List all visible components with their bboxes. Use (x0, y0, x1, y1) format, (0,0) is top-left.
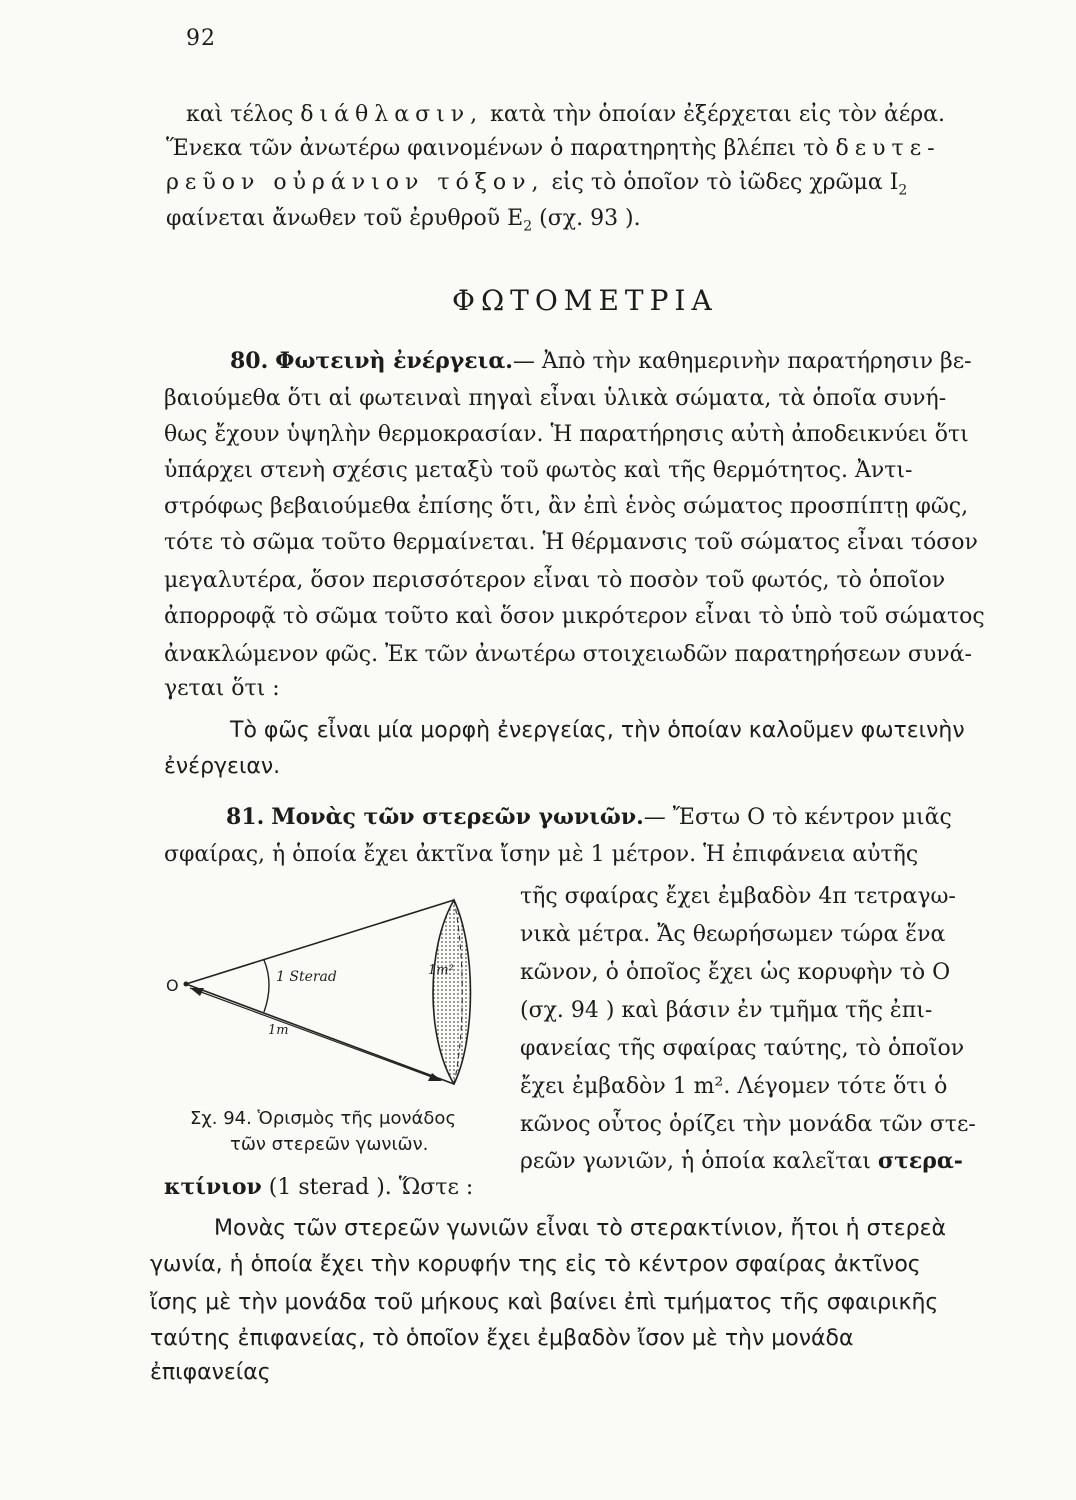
figure-94-diagram (164, 888, 504, 1098)
intro-text: Ἕνεκα τῶν ἀνωτέρω φαινομένων ὁ παρατηρητὴς βλέπει τὸ (166, 136, 836, 161)
intro-line-4 (166, 204, 641, 241)
intro-line-2 (166, 134, 941, 164)
sec81-line: σφαίρας, ἡ ὁποία ἔχει ἀκτῖνα ἴσην μὲ 1 μέτρον. Ἡ ἐπιφάνεια αὐτῆς (164, 842, 919, 867)
sec81-right-line: φανείας τῆς σφαίρας ταύτης, τὸ ὁποῖον (520, 1036, 965, 1061)
spaced-term: δευτε- (835, 136, 941, 161)
sec81-heading-line (226, 802, 952, 833)
subscript: 2 (523, 218, 533, 235)
term-bold: στερα- (877, 1148, 963, 1174)
sec80-number: 80. (230, 348, 269, 374)
sec81-right-line: κῶνος οὗτος ὁρίζει τὴν μονάδα τῶν στε- (520, 1112, 976, 1137)
figure-caption-line-2: τῶν στερεῶν γωνιῶν. (230, 1134, 429, 1155)
intro-text: κατὰ τὴν ὁποίαν ἐξέρχεται εἰς τὸν ἀέρα. (483, 102, 946, 127)
sec81-definition-line: ἐπιφανείας (150, 1360, 271, 1385)
paragraph-text: — Ἀπὸ τὴν καθημερινὴν παρατήρησιν βε- (512, 349, 972, 374)
sec81-right-line: ἔχει ἐμβαδὸν 1 m². Λέγομεν τότε ὅτι ὁ (520, 1074, 948, 1099)
sec81-right-line: τῆς σφαίρας ἔχει ἐμβαδὸν 4π τετραγω- (520, 884, 956, 909)
intro-line-1 (186, 100, 945, 130)
sec81-line (164, 1172, 473, 1203)
paragraph-text: — Ἔστω O τὸ κέντρον μιᾶς (643, 805, 952, 830)
term-bold: κτίνιον (164, 1174, 262, 1200)
sec81-definition-line: Μονὰς τῶν στερεῶν γωνιῶν εἶναι τὸ στερακτίνιον, ἤτοι ἡ στερεὰ (214, 1216, 947, 1241)
radius-label: 1m (268, 1023, 289, 1038)
angle-label: 1 Sterad (276, 969, 337, 985)
paragraph-text: ρεῶν γωνιῶν, ἡ ὁποία καλεῖται (520, 1149, 878, 1174)
figure-caption-line-1: Σχ. 94. Ὁρισμὸς τῆς μονάδος (190, 1108, 457, 1129)
spaced-term: διάθλασιν, (300, 102, 484, 127)
intro-text: φαίνεται ἄνωθεν τοῦ ἐρυθροῦ E (166, 206, 524, 231)
radius-arrow (190, 988, 440, 1080)
area-label: 1m² (428, 963, 454, 978)
arrow-head (428, 1073, 442, 1081)
intro-text: καὶ τέλος (186, 102, 301, 127)
sec81-heading: Μονὰς τῶν στερεῶν γωνιῶν. (271, 804, 644, 830)
sec81-right-line: νικὰ μέτρα. Ἄς θεωρήσωμεν τώρα ἕνα (520, 922, 946, 947)
sec80-line: τότε τὸ σῶμα τοῦτο θερμαίνεται. Ἡ θέρμανσις τοῦ σώματος εἶναι τόσον (164, 530, 978, 555)
sec81-number: 81. (226, 804, 265, 830)
sec80-line: ἀπορροφᾷ τὸ σῶμα τοῦτο καὶ ὅσον μικρότερον εἶναι τὸ ὑπὸ τοῦ σώματος (164, 604, 985, 629)
vertex-label: O (166, 976, 179, 995)
sec81-right-line: (σχ. 94 ) καὶ βάσιν ἐν τμῆμα τῆς ἐπι- (520, 998, 933, 1023)
sec80-definition-line: ἐνέργειαν. (164, 754, 281, 779)
arrow-head (190, 988, 204, 996)
vertex-point (184, 982, 189, 987)
sec80-line: στρόφως βεβαιούμεθα ἐπίσης ὅτι, ἂν ἐπὶ ἑνὸς σώματος προσπίπτῃ φῶς, (164, 494, 969, 519)
intro-text: εἰς τὸ ὁποῖον τὸ ἰῶδες χρῶμα I (544, 170, 899, 195)
sec80-definition-line: Τὸ φῶς εἶναι μία μορφὴ ἐνεργείας, τὴν ὁποίαν καλοῦμεν φωτεινὴν (230, 718, 965, 743)
sec80-line: ὑπάρχει στενὴ σχέσις μεταξὺ τοῦ φωτὸς καὶ τῆς θερμότητος. Ἀντι- (164, 458, 913, 483)
spherical-cap (433, 900, 471, 1084)
sec80-line: γεται ὅτι : (164, 676, 280, 701)
intro-line-3 (166, 168, 907, 205)
sec80-line: μεγαλυτέρα, ὅσον περισσότερον εἶναι τὸ ποσὸν τοῦ φωτός, τὸ ὁποῖον (164, 568, 946, 593)
sec80-line: ἀνακλώμενον φῶς. Ἐκ τῶν ἀνωτέρω στοιχειωδῶν παρατηρήσεων συνά- (164, 642, 972, 667)
cone-lower-edge (186, 984, 454, 1084)
sec81-definition-line: γωνία, ἡ ὁποία ἔχει τὴν κορυφήν της εἰς τὸ κέντρον σφαίρας ἀκτῖνος (150, 1252, 921, 1277)
paragraph-text: (1 sterad ). Ὥστε : (261, 1175, 474, 1200)
page-number: 92 (186, 26, 216, 51)
sec81-right-line: κῶνον, ὁ ὁποῖος ἔχει ὡς κορυφὴν τὸ O (520, 960, 951, 985)
section-title: ΦΩΤΟΜΕΤΡΙΑ (452, 284, 718, 317)
spaced-term: ρεῦον οὐράνιον τόξον, (166, 170, 545, 195)
sec81-definition-line: ταύτης ἐπιφανείας, τὸ ὁποῖον ἔχει ἐμβαδὸν ἴσον μὲ τὴν μονάδα (150, 1326, 854, 1351)
subscript: 2 (898, 182, 908, 199)
sec80-line: βαιούμεθα ὅτι αἱ φωτειναὶ πηγαὶ εἶναι ὑλικὰ σώματα, τὰ ὁποῖα συνή- (164, 386, 947, 411)
sec80-heading: Φωτεινὴ ἐνέργεια. (275, 348, 513, 374)
sec81-right-line (520, 1146, 963, 1177)
intro-text: (σχ. 93 ). (532, 206, 641, 231)
sec80-line: θως ἔχουν ὑψηλὴν θερμοκρασίαν. Ἡ παρατήρησις αὐτὴ ἀποδεικνύει ὅτι (164, 422, 969, 447)
sec81-definition-line: ἴσης μὲ τὴν μονάδα τοῦ μήκους καὶ βαίνει ἐπὶ τμήματος τῆς σφαιρικῆς (150, 1290, 939, 1315)
angle-arc (264, 960, 269, 1012)
sec80-heading-line (230, 346, 972, 377)
